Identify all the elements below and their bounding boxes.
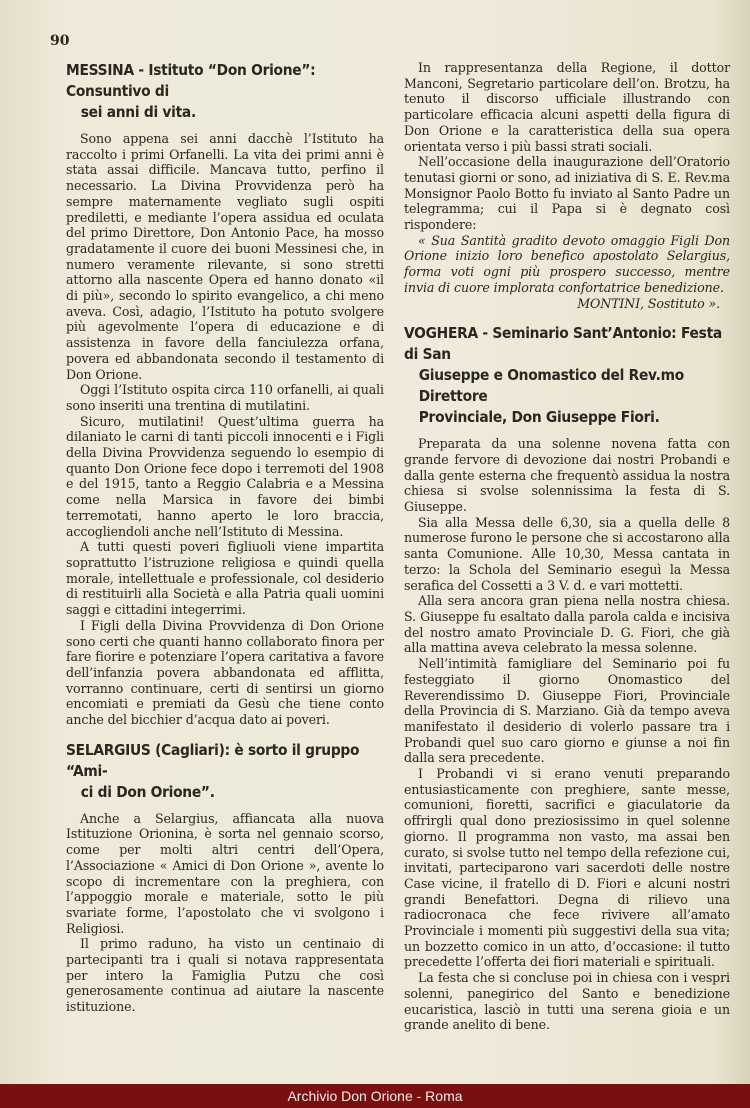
selargius-heading xyxy=(66,740,382,803)
left-column xyxy=(66,60,384,1015)
page-number: 90 xyxy=(50,33,70,49)
voghera-paragraph-1: Preparata da una solenne novena fatta con grande fervore di devozione dai nostri Probandi e dalla gente esterna che frequentò assidua la nostra chiesa si svolse solennissima la festa di S. Giuseppe. xyxy=(404,436,730,515)
voghera-paragraph-5: I Probandi vi si erano venuti preparando entusiasticamente con preghiere, sante messe, comunioni, fioretti, sacrifici e giaculatorie da offrirgli qual dono preziosissimo in quel solenne giorno. Il programma non vasto, ma assai ben curato, si svolse tutto nel tempo della refezione cui, invitati, parteciparono vari sacerdoti delle nostre Case vicine, il fratello di D. Fiori e alcuni nostri grandi Benefattori. Degna di rilievo una radiocronaca che fece rivivere all’amato Provinciale i momenti più suggestivi della sua vita; un bozzetto comico in un atto, d’occasione: il tutto precedette l’offerta dei fiori materiali e spirituali. xyxy=(404,766,730,970)
messina-heading xyxy=(66,60,382,123)
messina-paragraph-3: Sicuro, mutilatini! Quest’ultima guerra ha dilaniato le carni di tanti piccoli innocenti e i Figli della Divina Provvidenza seguendo lo esempio di quanto Don Orione fece dopo i terremoti del 1908 e del 1915, tanto a Reggio Calabria e a Messina come nella Marsica in favore dei bimbi terremotati, hanno aperto le loro braccia, accogliendoli anche nell’Istituto di Messina. xyxy=(66,413,384,539)
messina-heading-line1: MESSINA - Istituto “Don Orione”: Consuntivo di xyxy=(66,61,316,100)
voghera-paragraph-4: Nell’intimità famigliare del Seminario poi fu festeggiato il giorno Onomastico del Reverendissimo D. Giuseppe Fiori, Provinciale della Provincia di S. Marziano. Già da tempo aveva manifestato il desiderio di volerlo passare tra i Probandi quel suo caro giorno e giunse a noi fin dalla sera precedente. xyxy=(404,656,730,766)
messina-paragraph-4: A tutti questi poveri figliuoli viene impartita soprattutto l’istruzione religiosa e quindi quella morale, intellettuale e professionale, col desiderio di restituirli alla Società e alla Patria quali uomini saggi e cittadini integerrimi. xyxy=(66,539,384,618)
papal-telegram-quote: « Sua Santità gradito devoto omaggio Figli Don Orione inizio loro benefico apostolato Selargius, forma voti ogni più prospero successo, mentre invia di cuore implorata confortatrice benedizione. xyxy=(404,232,730,295)
messina-paragraph-2: Oggi l’Istituto ospita circa 110 orfanelli, ai quali sono inseriti una trentina di mutilatini. xyxy=(66,382,384,413)
archive-footer: Archivio Don Orione - Roma xyxy=(0,1084,750,1108)
right-column xyxy=(404,60,730,1033)
telegram-signature: MONTINI, Sostituto ». xyxy=(577,295,720,311)
messina-paragraph-1: Sono appena sei anni dacchè l’Istituto ha raccolto i primi Orfanelli. La vita dei primi anni è stata assai difficile. Mancava tutto, perfino il necessario. La Divina Provvidenza però ha sempre maternamente vegliato sugli ospiti prediletti, e mediante l’opera assidua ed oculata del primo Direttore, Don Antonio Pace, ha mosso gradatamente il cuore dei buoni Messinesi che, in numero veramente rilevante, si sono stretti attorno alla nascente Opera ed hanno donato «il di più», secondo lo spirito evangelico, a chi meno aveva. Così, adagio, l’Istituto ha potuto svolgere più agevolmente l’opera di educazione e di assistenza in favore della fanciulezza orfana, povera ed abbandonata secondo il testamento di Don Orione. xyxy=(66,131,384,382)
selargius-paragraph-3: In rappresentanza della Regione, il dottor Manconi, Segretario particolare dell’on. Brotzu, ha tenuto il discorso ufficiale illustrando con particolare efficacia alcuni aspetti della figura di Don Orione e la caratteristica della sua opera orientata verso i più bassi strati sociali. xyxy=(404,60,730,154)
selargius-paragraph-1: Anche a Selargius, affiancata alla nuova Istituzione Orionina, è sorta nel gennaio scorso, come per molti altri centri dell’Opera, l’Associazione « Amici di Don Orione », avente lo scopo di incrementare con la preghiera, con l’appoggio morale e materiale, sotto le più svariate forme, l’apostolato che vi svolgono i Religiosi. xyxy=(66,810,384,936)
voghera-heading-line1: VOGHERA - Seminario Sant’Antonio: Festa di San xyxy=(404,324,722,364)
voghera-paragraph-3: Alla sera ancora gran piena nella nostra chiesa. S. Giuseppe fu esaltato dalla parola calda e incisiva del nostro amato Provinciale D. G. Fiori, che già alla mattina aveva celebrato la messa solenne. xyxy=(404,593,730,656)
voghera-heading xyxy=(404,323,728,428)
messina-paragraph-5: I Figli della Divina Provvidenza di Don Orione sono certi che quanti hanno collaborato finora per fare fiorire e potenziare l’opera caritativa a favore dell’infanzia povera abbandonata ed afflitta, vorranno continuare, certi di sentirsi un giorno encomiati e premiati da Gesù che tiene conto anche del bicchier d’acqua dato ai poveri. xyxy=(66,617,384,728)
voghera-heading-line2: Giuseppe e Onomastico del Rev.mo Direttore xyxy=(418,366,684,406)
messina-heading-line2: sei anni di vita. xyxy=(80,103,196,121)
selargius-heading-line2: ci di Don Orione”. xyxy=(80,782,215,801)
selargius-paragraph-2: Il primo raduno, ha visto un centinaio di partecipanti tra i quali si notava rappresentata per intero la Famiglia Putzu che così generosamente continua ad aiutare la nascente istituzione. xyxy=(66,936,384,1015)
voghera-paragraph-2: Sia alla Messa delle 6,30, sia a quella delle 8 numerose furono le persone che si accostarono alla santa Comunione. Alle 10,30, Messa cantata in terzo: la Schola del Seminario eseguì la Messa serafica del Cossetti a 3 V. d. e vari mottetti. xyxy=(404,514,730,593)
voghera-paragraph-6: La festa che si concluse poi in chiesa con i vespri solenni, panegirico del Santo e benedizione eucaristica, lasciò in tutti una serena gioia e un grande anelito di bene. xyxy=(404,970,730,1033)
selargius-paragraph-4: Nell’occasione della inaugurazione dell’Oratorio tenutasi giorni or sono, ad iniziativa di S. E. Rev.ma Monsignor Paolo Botto fu inviato al Santo Padre un telegramma; cui il Papa si è degnato così rispondere: xyxy=(404,154,730,233)
voghera-heading-line3: Provinciale, Don Giuseppe Fiori. xyxy=(418,408,660,427)
section-gap xyxy=(404,311,730,323)
selargius-heading-line1: SELARGIUS (Cagliari): è sorto il gruppo “Ami- xyxy=(66,740,360,780)
section-gap xyxy=(66,728,384,740)
